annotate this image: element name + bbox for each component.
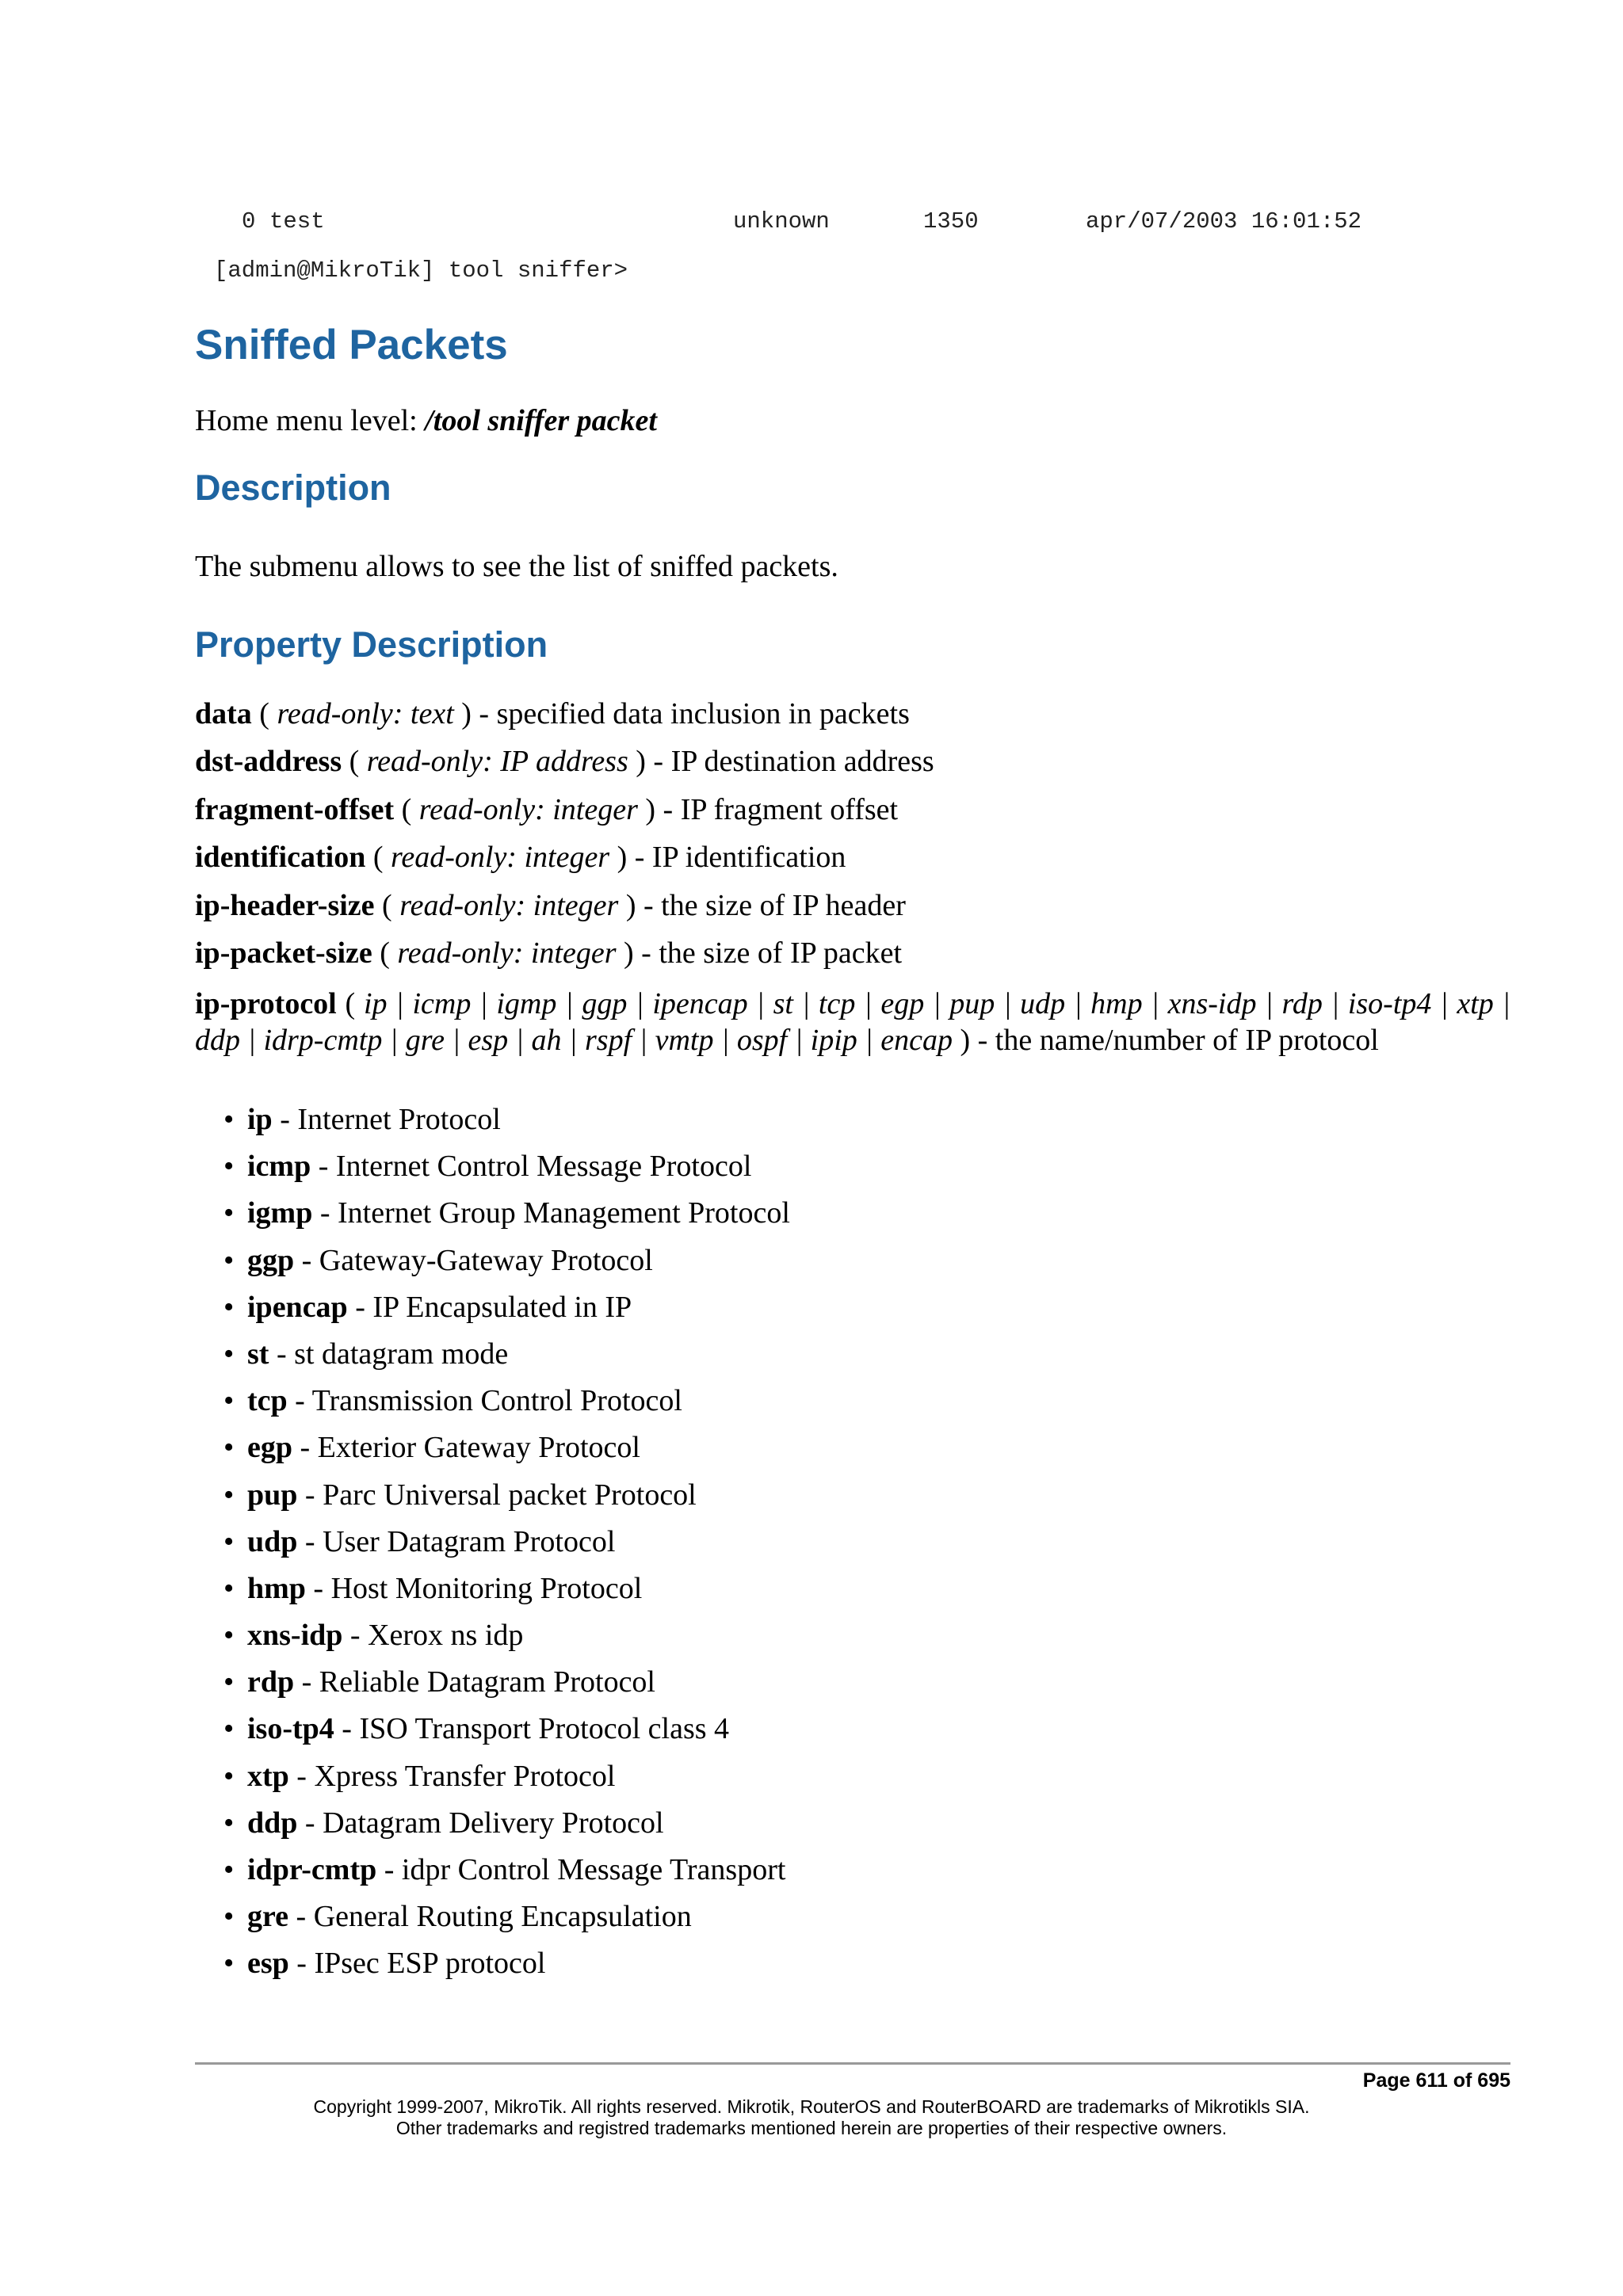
protocol-desc: Transmission Control Protocol [311,1384,682,1418]
protocol-term: idpr-cmtp [247,1853,377,1886]
list-item: • ggp - Gateway-Gateway Protocol [223,1238,790,1284]
protocol-desc: IP Encapsulated in IP [372,1290,632,1324]
copyright-line-1: Copyright 1999-2007, MikroTik. All rights reserved. Mikrotik, RouterOS and RouterBOARD are trademarks of Mikrotikls SIA. [313,2096,1310,2117]
bullet-icon: • [223,1103,235,1136]
property-ip-header-size: ip-header-size ( read-only: integer ) - the size of IP header [195,888,906,922]
bullet-icon: • [223,1524,235,1558]
menu-level-path: /tool sniffer packet [425,404,657,437]
protocol-term: tcp [247,1384,288,1418]
protocol-term: esp [247,1947,289,1981]
bullet-icon: • [223,1196,235,1230]
section-title: Sniffed Packets [195,322,508,368]
bullet-icon: • [223,1431,235,1465]
list-item: • ipencap - IP Encapsulated in IP [223,1284,790,1331]
protocol-term: xtp [247,1759,289,1793]
description-heading: Description [195,467,391,508]
bullet-icon: • [223,1900,235,1934]
property-description-heading: Property Description [195,624,548,665]
protocol-desc: st datagram mode [294,1337,509,1371]
protocol-term: ip [247,1103,273,1136]
property-name: ip-protocol [195,987,337,1020]
list-item: • idpr-cmtp - idpr Control Message Transport [223,1847,790,1894]
bullet-icon: • [223,1759,235,1793]
menu-level-label: Home menu level: [195,404,418,437]
list-item: • iso-tp4 - ISO Transport Protocol class 4 [223,1706,790,1753]
list-item: • hmp - Host Monitoring Protocol [223,1566,790,1612]
protocol-list [223,1097,790,1988]
protocol-desc: Reliable Datagram Protocol [319,1665,655,1699]
bullet-icon: • [223,1243,235,1277]
protocol-desc: idpr Control Message Transport [401,1853,786,1886]
property-type: read-only: integer [399,888,619,922]
page-number: Page 611 of 695 [1362,2069,1510,2092]
property-type: read-only: IP address [366,745,628,779]
property-desc: specified data inclusion in packets [496,697,910,730]
list-item: • esp - IPsec ESP protocol [223,1940,790,1987]
protocol-term: gre [247,1900,289,1934]
property-type: read-only: integer [397,936,617,970]
list-item: • ddp - Datagram Delivery Protocol [223,1800,790,1847]
list-item: • xns-idp - Xerox ns idp [223,1612,790,1659]
property-type: read-only: text [277,697,454,730]
protocol-desc: Internet Control Message Protocol [335,1150,752,1184]
protocol-desc: Internet Protocol [297,1103,501,1136]
protocol-term: ddp [247,1806,298,1840]
code-prompt: [admin@MikroTik] tool sniffer> [214,257,628,284]
property-ip-packet-size: ip-packet-size ( read-only: integer ) - the size of IP packet [195,936,903,970]
protocol-term: rdp [247,1665,295,1699]
property-ip-protocol: ip-protocol ( ip | icmp | igmp | ggp | ipencap | st | tcp | egp | pup | udp | hmp | xns-idp | rdp | iso-tp4 | xtp | ddp | idrp-cmtp | gre | esp | ah | rspf | vmtp | ospf | ipip | encap ) - the name/number of IP protocol [195,987,1510,1057]
protocol-term: iso-tp4 [247,1712,334,1746]
property-type: ip | icmp | igmp | ggp | ipencap | st | tcp | egp | pup | udp | hmp | xns-idp | rdp | iso-tp4 | xtp | ddp | idrp-cmtp | gre | esp | ah | rspf | vmtp | ospf | ipip | encap [195,987,1510,1057]
property-type: read-only: integer [390,841,610,875]
description-text: The submenu allows to see the list of sniffed packets. [195,550,838,583]
bullet-icon: • [223,1384,235,1418]
property-type: read-only: integer [418,792,638,826]
protocol-term: xns-idp [247,1619,343,1653]
protocol-term: st [247,1337,269,1371]
code-row-size: 1350 [923,208,979,235]
protocol-term: udp [247,1524,298,1558]
protocol-desc: Xpress Transfer Protocol [314,1759,616,1793]
bullet-icon: • [223,1619,235,1653]
list-item: • udp - User Datagram Protocol [223,1519,790,1566]
property-data: data ( read-only: text ) - specified data inclusion in packets [195,697,910,730]
bullet-icon: • [223,1290,235,1324]
protocol-desc: Gateway-Gateway Protocol [319,1243,653,1277]
bullet-icon: • [223,1947,235,1981]
protocol-desc: Xerox ns idp [368,1619,524,1653]
property-name: ip-packet-size [195,936,372,970]
property-name: dst-address [195,745,342,779]
list-item: • ip - Internet Protocol [223,1097,790,1143]
protocol-desc: Host Monitoring Protocol [330,1571,643,1605]
property-desc: the size of IP packet [659,936,903,970]
property-identification: identification ( read-only: integer ) - IP identification [195,841,846,875]
property-name: data [195,697,252,730]
property-fragment-offset: fragment-offset ( read-only: integer ) - IP fragment offset [195,792,899,826]
property-name: ip-header-size [195,888,375,922]
property-desc: the size of IP header [661,888,906,922]
protocol-term: ggp [247,1243,295,1277]
bullet-icon: • [223,1478,235,1512]
protocol-term: igmp [247,1196,313,1230]
protocol-term: icmp [247,1150,311,1184]
property-dst-address: dst-address ( read-only: IP address ) - IP destination address [195,745,934,779]
bullet-icon: • [223,1571,235,1605]
protocol-desc: Exterior Gateway Protocol [317,1431,640,1465]
protocol-desc: Parc Universal packet Protocol [323,1478,697,1512]
code-row-status: unknown [733,208,830,235]
property-desc: IP identification [651,841,846,875]
protocol-desc: Internet Group Management Protocol [338,1196,790,1230]
list-item: • tcp - Transmission Control Protocol [223,1378,790,1425]
protocol-term: hmp [247,1571,306,1605]
protocol-desc: IPsec ESP protocol [314,1947,546,1981]
list-item: • xtp - Xpress Transfer Protocol [223,1753,790,1800]
list-item: • pup - Parc Universal packet Protocol [223,1472,790,1519]
property-desc: IP destination address [670,745,934,779]
protocol-term: egp [247,1431,292,1465]
list-item: • icmp - Internet Control Message Protocol [223,1143,790,1190]
protocol-term: ipencap [247,1290,348,1324]
code-row-name: test [269,208,325,235]
list-item: • igmp - Internet Group Management Protocol [223,1190,790,1237]
list-item: • st - st datagram mode [223,1331,790,1378]
list-item: • gre - General Routing Encapsulation [223,1894,790,1940]
property-desc: IP fragment offset [680,792,899,826]
protocol-desc: ISO Transport Protocol class 4 [359,1712,730,1746]
bullet-icon: • [223,1806,235,1840]
protocol-desc: User Datagram Protocol [323,1524,616,1558]
property-name: identification [195,841,366,875]
copyright-line-2: Other trademarks and registred trademarks mentioned herein are properties of their respective owners. [395,2118,1228,2138]
list-item: • egp - Exterior Gateway Protocol [223,1425,790,1471]
property-desc: the name/number of IP protocol [995,1024,1379,1057]
property-name: fragment-offset [195,792,395,826]
menu-level [195,402,657,439]
bullet-icon: • [223,1853,235,1886]
protocol-desc: Datagram Delivery Protocol [323,1806,664,1840]
code-row-time: apr/07/2003 16:01:52 [1086,208,1362,235]
bullet-icon: • [223,1150,235,1184]
bullet-icon: • [223,1665,235,1699]
protocol-desc: General Routing Encapsulation [313,1900,692,1934]
protocol-term: pup [247,1478,298,1512]
code-row-number: 0 [242,208,256,235]
bullet-icon: • [223,1712,235,1746]
list-item: • rdp - Reliable Datagram Protocol [223,1659,790,1706]
bullet-icon: • [223,1337,235,1371]
footer-divider [195,2062,1510,2065]
